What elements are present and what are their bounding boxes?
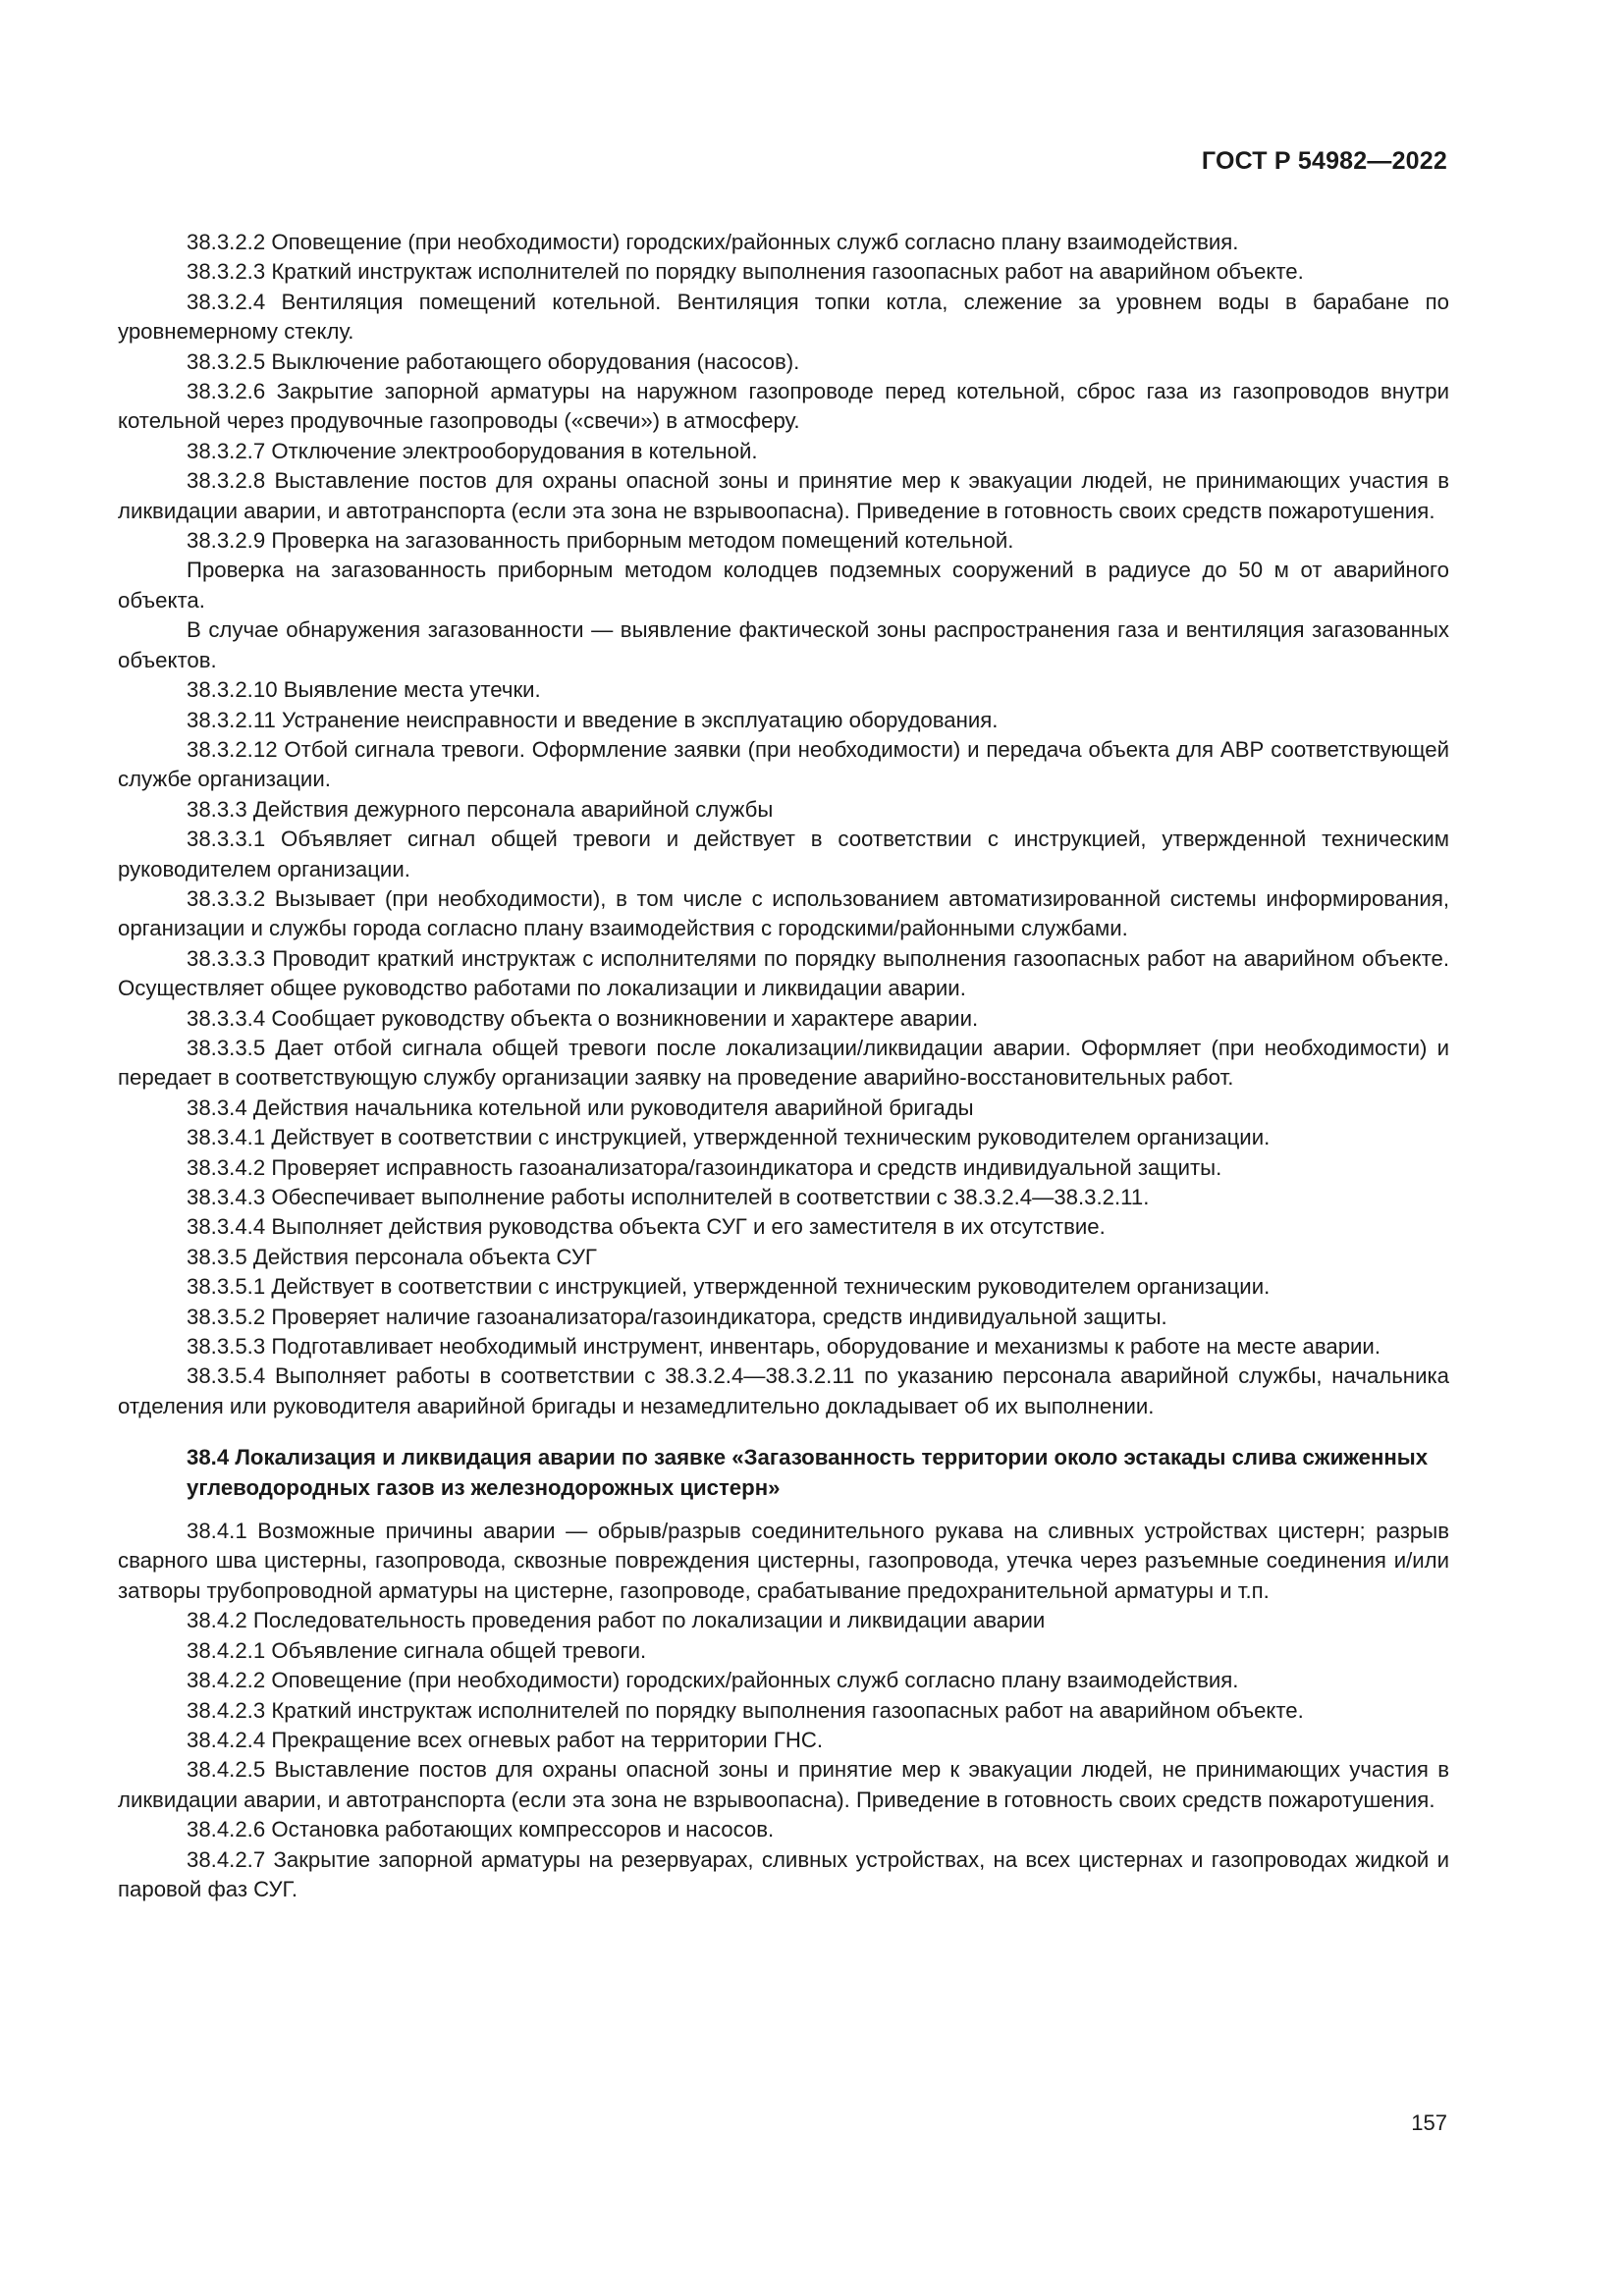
paragraph: 38.3.5.1 Действует в соответствии с инструкцией, утвержденной техническим руководителем организации.	[187, 1274, 1271, 1300]
paragraph: В случае обнаружения загазованности — выявление фактической зоны распространения газа и вентиляция загазованных объектов.	[118, 617, 1449, 672]
paragraph-group-38-3	[118, 228, 1449, 1421]
paragraph: Проверка на загазованность приборным методом колодцев подземных сооружений в радиусе до 50 м от аварийного объекта.	[118, 558, 1449, 613]
paragraph: 38.3.3.2 Вызывает (при необходимости), в том числе с использованием автоматизированной системы информирования, организации и службы города согласно плану взаимодействия с городскими/районными службами.	[118, 885, 1449, 941]
paragraph: 38.3.3.1 Объявляет сигнал общей тревоги и действует в соответствии с инструкцией, утвержденной техническим руководителем организации.	[118, 827, 1449, 881]
paragraph: 38.3.2.5 Выключение работающего оборудования (насосов).	[187, 348, 800, 374]
paragraph: 38.3.4.3 Обеспечивает выполнение работы исполнителей в соответствии с 38.3.2.4—38.3.2.11.	[187, 1185, 1150, 1209]
paragraph: 38.3.2.2 Оповещение (при необходимости) городских/районных служб согласно плану взаимодействия.	[187, 230, 1239, 254]
document-header-code: ГОСТ Р 54982—2022	[1201, 147, 1447, 175]
paragraph: 38.3.2.11 Устранение неисправности и введение в эксплуатацию оборудования.	[187, 707, 999, 732]
paragraph: 38.3.2.6 Закрытие запорной арматуры на наружном газопроводе перед котельной, сброс газа из газопроводов внутри котельной через продувочные газопроводы («свечи») в атмосферу.	[118, 379, 1449, 434]
paragraph: 38.3.4.1 Действует в соответствии с инструкцией, утвержденной техническим руководителем организации.	[187, 1125, 1271, 1150]
paragraph: 38.4.2.5 Выставление постов для охраны опасной зоны и принятие мер к эвакуации людей, не принимающих участия в ликвидации аварии, и автотранспорта (если эта зона не взрывоопасна). Приведение в готовность своих средств пожаротушения.	[118, 1757, 1449, 1812]
paragraph: 38.3.4.2 Проверяет исправность газоанализатора/газоиндикатора и средств индивидуальной защиты.	[187, 1154, 1222, 1180]
document-body	[118, 228, 1449, 1904]
paragraph: 38.4.2.7 Закрытие запорной арматуры на резервуарах, сливных устройствах, на всех цистернах и газопроводах жидкой и паровой фаз СУГ.	[118, 1846, 1449, 1901]
paragraph: 38.3.5.2 Проверяет наличие газоанализатора/газоиндикатора, средств индивидуальной защиты.	[187, 1304, 1167, 1329]
paragraph: 38.3.3.5 Дает отбой сигнала общей тревоги после локализации/ликвидации аварии. Оформляет (при необходимости) и передает в соответствующую службу организации заявку на проведение аварийно-восстановительных работ.	[118, 1035, 1449, 1091]
paragraph: 38.3.2.10 Выявление места утечки.	[187, 677, 541, 703]
paragraph: 38.4.2 Последовательность проведения работ по локализации и ликвидации аварии	[187, 1608, 1046, 1633]
paragraph: 38.4.2.3 Краткий инструктаж исполнителей по порядку выполнения газоопасных работ на аварийном объекте.	[187, 1697, 1304, 1723]
paragraph: 38.4.1 Возможные причины аварии — обрыв/разрыв соединительного рукава на сливных устройствах цистерн; разрыв сварного шва цистерны, газопровода, сквозные повреждения цистерны, газопровода, утечка через разъемные соединения и/или затворы трубопроводной арматуры на цистерне, газопроводе, срабатывание предохранительной арматуры и т.п.	[118, 1519, 1449, 1603]
page-number: 157	[1411, 2110, 1447, 2135]
section-heading-38-4: 38.4 Локализация и ликвидация аварии по заявке «Загазованность территории около эстакады слива сжиженных углеводородных газов из железнодорожных цистерн»	[187, 1445, 1429, 1500]
paragraph: 38.3.3.3 Проводит краткий инструктаж с исполнителями по порядку выполнения газоопасных работ на аварийном объекте. Осуществляет общее руководство работами по локализации и ликвидации аварии.	[118, 945, 1449, 1001]
paragraph: 38.3.2.9 Проверка на загазованность приборным методом помещений котельной.	[187, 528, 1014, 554]
paragraph: 38.3.3 Действия дежурного персонала аварийной службы	[187, 796, 774, 822]
paragraph-group-38-4	[118, 1517, 1449, 1904]
paragraph: 38.3.2.8 Выставление постов для охраны опасной зоны и принятие мер к эвакуации людей, не принимающих участия в ликвидации аварии, и автотранспорта (если эта зона не взрывоопасна). Приведение в готовность своих средств пожаротушения.	[118, 468, 1449, 523]
paragraph: 38.3.4 Действия начальника котельной или руководителя аварийной бригады	[187, 1095, 974, 1120]
paragraph: 38.4.2.4 Прекращение всех огневых работ на территории ГНС.	[187, 1727, 824, 1752]
paragraph: 38.3.3.4 Сообщает руководству объекта о возникновении и характере аварии.	[187, 1005, 979, 1031]
paragraph: 38.3.5.3 Подготавливает необходимый инструмент, инвентарь, оборудование и механизмы к работе на месте аварии.	[187, 1334, 1380, 1360]
paragraph: 38.3.5.4 Выполняет работы в соответствии с 38.3.2.4—38.3.2.11 по указанию персонала аварийной службы, начальника отделения или руководителя аварийной бригады и незамедлительно докладывает об их выполнении.	[118, 1363, 1449, 1418]
paragraph: 38.3.2.7 Отключение электрооборудования в котельной.	[187, 438, 758, 463]
paragraph: 38.4.2.2 Оповещение (при необходимости) городских/районных служб согласно плану взаимодействия.	[187, 1668, 1239, 1693]
paragraph: 38.3.2.12 Отбой сигнала тревоги. Оформление заявки (при необходимости) и передача объекта для АВР соответствующей службе организации.	[118, 736, 1449, 792]
paragraph: 38.3.4.4 Выполняет действия руководства объекта СУГ и его заместителя в их отсутствие.	[187, 1214, 1106, 1240]
paragraph: 38.4.2.6 Остановка работающих компрессоров и насосов.	[187, 1817, 775, 1842]
paragraph: 38.3.2.4 Вентиляция помещений котельной. Вентиляция топки котла, слежение за уровнем воды в барабане по уровнемерному стеклу.	[118, 289, 1449, 345]
paragraph: 38.4.2.1 Объявление сигнала общей тревоги.	[187, 1637, 647, 1663]
paragraph: 38.3.5 Действия персонала объекта СУГ	[187, 1244, 597, 1269]
paragraph: 38.3.2.3 Краткий инструктаж исполнителей по порядку выполнения газоопасных работ на аварийном объекте.	[187, 259, 1304, 285]
